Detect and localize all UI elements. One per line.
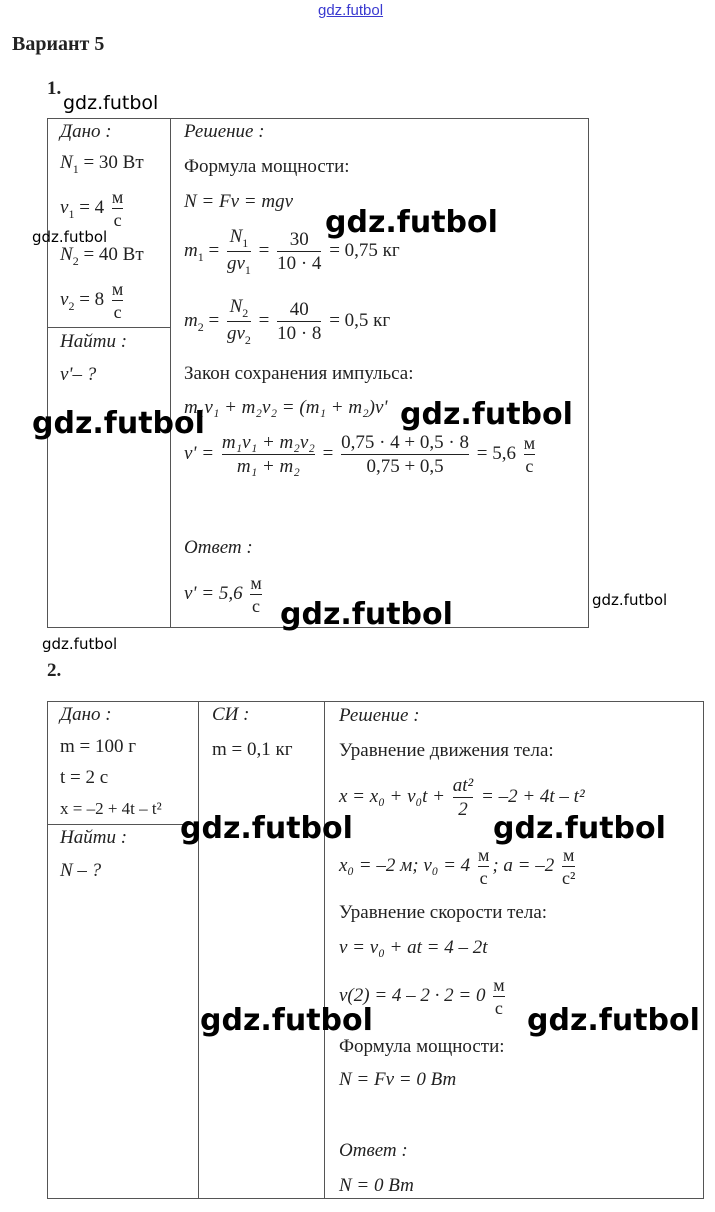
task2-speed-eq: v = v₀ + at = 4 – 2t <box>339 937 488 958</box>
task1-given-n1: $N_1 = 30$ Вт <box>60 152 144 176</box>
task2-answer: N = 0 Вт <box>339 1175 414 1196</box>
task2-given-t: t = 2 с <box>60 767 109 788</box>
task2-power-title: Формула мощности: <box>339 1036 505 1057</box>
watermark: gdz.futbol <box>400 397 573 432</box>
task2-motion-title: Уравнение движения тела: <box>339 740 554 761</box>
task1-find-label: Найти : <box>60 331 128 352</box>
variant-title: Вариант 5 <box>12 33 105 55</box>
task1-answer: v' = 5,6 $\frac{м}{с}$ <box>184 573 262 616</box>
task2-number: 2. <box>47 660 62 681</box>
task2-si: m = 0,1 кг <box>212 739 293 760</box>
task1-given-v2: $v_2 = 8$ $\frac{м}{с}$ <box>60 279 124 322</box>
task1-momentum-title: Закон сохранения импульса: <box>184 363 414 384</box>
task2-find-label: Найти : <box>60 827 128 848</box>
task2-given-label: Дано : <box>60 704 112 725</box>
watermark: gdz.futbol <box>527 1003 700 1038</box>
task1-solution-label: Решение : <box>184 121 265 142</box>
task2-given-m: m = 100 г <box>60 736 137 757</box>
task1-m2-eq: $m_2$ = $\frac{N_2}{gv_2}$ = $\frac{40}{10 \cdot 8}$ = 0,5 кг <box>184 296 391 347</box>
task1-power-title: Формула мощности: <box>184 156 350 177</box>
watermark: gdz.futbol <box>200 1003 373 1038</box>
watermark: gdz.futbol <box>493 811 666 846</box>
task1-power-formula: N = Fv = mgv <box>184 191 294 212</box>
task1-m1-eq: $m_1$ = $\frac{N_1}{gv_1}$ = $\frac{30}{10 \cdot 4}$ = 0,75 кг <box>184 226 400 277</box>
task2-params: x₀ = –2 м; v₀ = 4 $\frac{м}{с}$ ; a = –2 $\frac{м}{\text{с²}}$ <box>339 845 576 888</box>
task1-given-label: Дано : <box>60 121 112 142</box>
task2-power-eq: N = Fv = 0 Вт <box>339 1069 457 1090</box>
task2-speed-title: Уравнение скорости тела: <box>339 902 548 923</box>
task1-momentum-eq: m₁v₁ + m₂v₂ = (m₁ + m₂)v' <box>184 397 388 418</box>
task2-motion-eq: x = x₀ + v₀t + $\frac{\text{at²}}{2}$ = –2 + 4t – t² <box>339 775 585 820</box>
watermark: gdz.futbol <box>32 406 205 441</box>
task2-speed-at2: v(2) = 4 – 2 · 2 = 0 $\frac{м}{с}$ <box>339 975 505 1018</box>
watermark: gdz.futbol <box>63 92 159 114</box>
watermark: gdz.futbol <box>42 635 118 653</box>
task2-find: N – ? <box>60 860 102 881</box>
watermark: gdz.futbol <box>32 228 108 246</box>
watermark: gdz.futbol <box>180 811 353 846</box>
watermark: gdz.futbol <box>325 205 498 240</box>
task2-given-x: x = –2 + 4t – t² <box>60 799 162 818</box>
task1-given-v1: $v_1 = 4$ $\frac{м}{с}$ <box>60 187 124 230</box>
task1-vprime-eq: v' = $\frac{\text{m₁v₁ + m₂v₂}}{\text{m₁ + m₂}}$ = $\frac{0,75 \cdot 4 + 0,5 \cdot 8}{0,75 + 0,5}$ = 5,6 $\frac{м}{с}$ <box>184 432 536 477</box>
watermark: gdz.futbol <box>280 597 453 632</box>
task2-answer-label: Ответ : <box>339 1140 408 1161</box>
task1-answer-label: Ответ : <box>184 537 253 558</box>
task2-si-label: СИ : <box>212 704 250 725</box>
site-link[interactable]: gdz.futbol <box>318 2 384 19</box>
task1-find: v'– ? <box>60 364 97 385</box>
task2-solution-label: Решение : <box>339 705 420 726</box>
task1-number: 1. <box>47 78 62 99</box>
watermark: gdz.futbol <box>592 591 668 609</box>
task1-given-n2: $N_2 = 40$ Вт <box>60 244 144 268</box>
